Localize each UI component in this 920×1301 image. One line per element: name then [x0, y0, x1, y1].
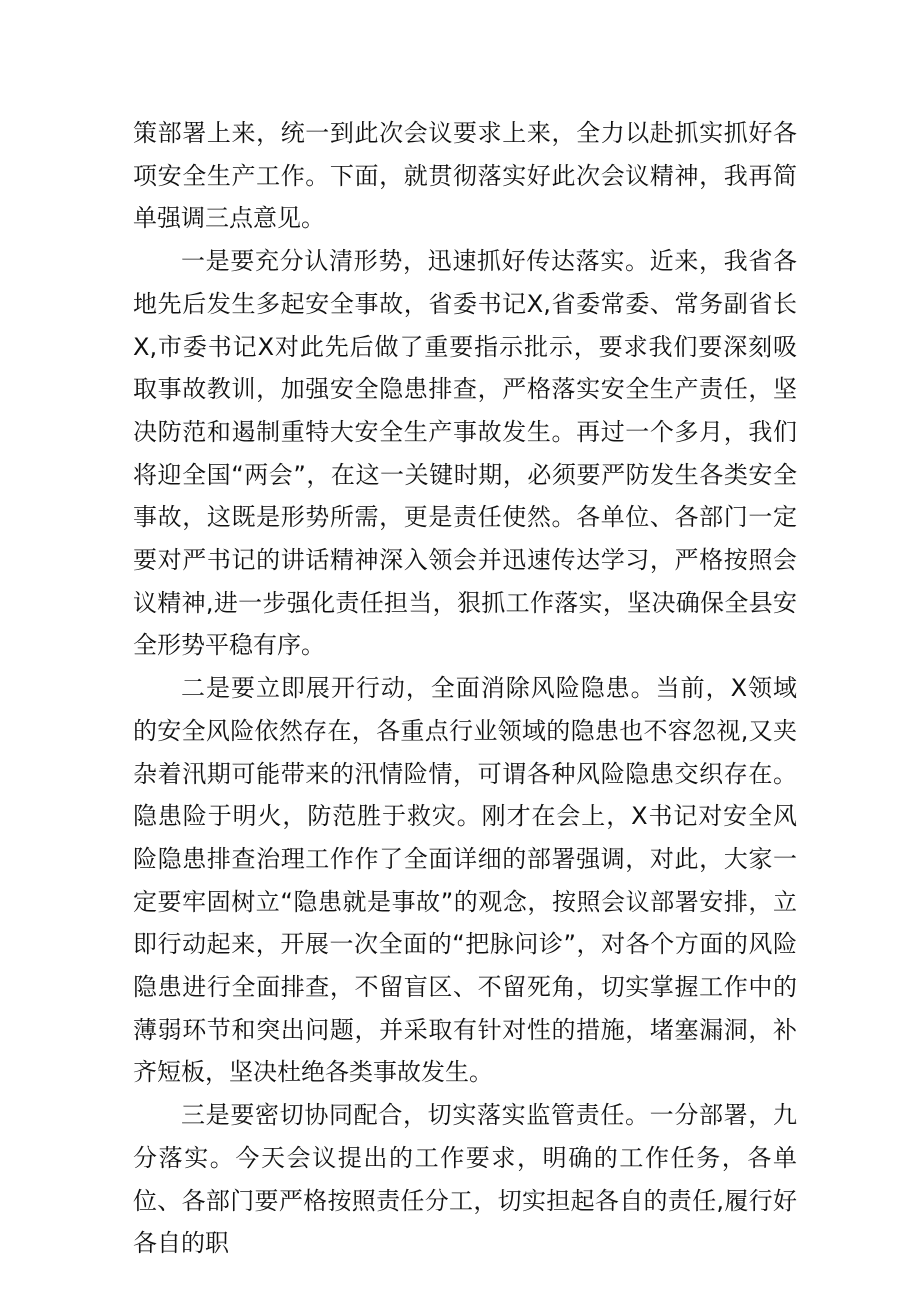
paragraph-point-three: 三是要密切协同配合，切实落实监管责任。一分部署，九分落实。今天会议提出的工作要求，明确的工作任务，各单位、各部门要严格按照责任分工，切实担起各自的责任,履行好各自的职 — [133, 1101, 797, 1258]
document-page — [133, 112, 797, 1265]
paragraph-point-one: 一是要充分认清形势，迅速抓好传达落实。近来，我省各地先后发生多起安全事故，省委书记X,省委常委、常务副省长X,市委书记X对此先后做了重要指示批示，要求我们要深刻吸取事故教训，加强安全隐患排查，严格落实安全生产责任，坚决防范和遏制重特大安全生产事故发生。再过一个多月，我们将迎全国“两会”，在这一关键时期，必须要严防发生各类安全事故，这既是形势所需，更是责任使然。各单位、各部门一定要对严书记的讲话精神深入领会并迅速传达学习，严格按照会议精神,进一步强化责任担当，狠抓工作落实，坚决确保全县安全形势平稳有序。 — [133, 247, 797, 660]
paragraph-point-two: 二是要立即展开行动，全面消除风险隐患。当前，X领域的安全风险依然存在，各重点行业领域的隐患也不容忽视,又夹杂着汛期可能带来的汛情险情，可谓各种风险隐患交织存在。隐患险于明火，防范胜于救灾。刚才在会上，X书记对安全风险隐患排查治理工作作了全面详细的部署强调，对此，大家一定要牢固树立“隐患就是事故”的观念，按照会议部署安排，立即行动起来，开展一次全面的“把脉问诊”，对各个方面的风险隐患进行全面排查，不留盲区、不留死角，切实掌握工作中的薄弱环节和突出问题，并采取有针对性的措施，堵塞漏洞，补齐短板，坚决杜绝各类事故发生。 — [133, 674, 797, 1087]
paragraph-continuation: 策部署上来，统一到此次会议要求上来，全力以赴抓实抓好各项安全生产工作。下面，就贯彻落实好此次会议精神，我再简单强调三点意见。 — [133, 119, 797, 233]
